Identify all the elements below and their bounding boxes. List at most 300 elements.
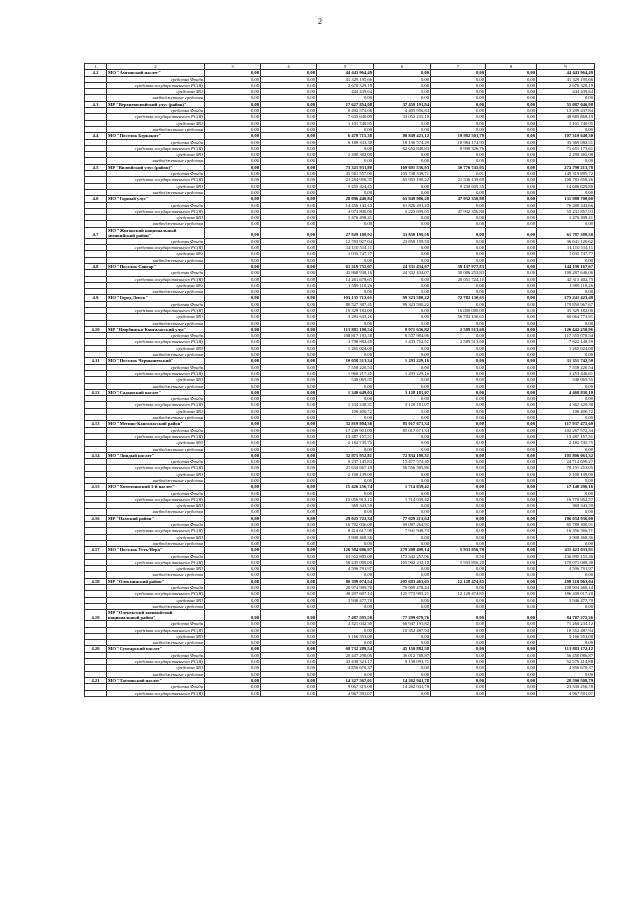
value-cell: 0,00 [205,633,261,639]
value-cell: 0,00 [374,245,431,251]
value-cell: 0,00 [261,440,317,446]
value-cell: 0,00 [261,490,317,496]
value-cell: 61 787 388,50 [537,227,595,238]
value-cell: 0,00 [486,572,537,578]
value-cell: 0,00 [205,446,261,452]
value-cell: 0,00 [431,352,486,358]
value-cell: 0,00 [374,603,431,609]
value-cell: 273 790 213,78 [537,164,595,170]
value-cell: 0,00 [205,490,261,496]
row-name: средства Фонда [107,553,205,559]
row-number: 4.18 [85,578,107,584]
value-cell: 0,00 [374,70,431,76]
value-cell: 0,00 [261,114,317,120]
value-cell: 205 683 463,65 [374,578,431,584]
row-name: МО "Амгинский наслег" [107,70,205,76]
value-cell: 0,00 [374,221,431,227]
value-cell: 0,00 [205,221,261,227]
value-cell: 3 283 643,16 [317,314,374,320]
value-cell: 0,00 [317,320,374,326]
row-name: МР "Верхневилюйский улус (район)" [107,101,205,107]
value-cell: 0,00 [261,559,317,565]
value-cell: 0,00 [374,215,431,221]
value-cell: 76 280 343,66 [537,202,595,208]
value-cell: 24 714 690,27 [537,459,595,465]
value-cell: 0,00 [486,257,537,263]
value-cell: 0,00 [486,627,537,633]
value-cell: 0,00 [261,221,317,227]
row-number [85,690,107,696]
value-cell: 7 941 948,73 [374,528,431,534]
value-cell: 0,00 [486,427,537,433]
value-cell: 0,00 [431,471,486,477]
value-cell: 0,00 [431,640,486,646]
value-cell: 0,00 [486,421,537,427]
row-name: средства Фонда [107,238,205,244]
value-cell: 0,00 [205,389,261,395]
value-cell: 0,00 [486,101,537,107]
value-cell: 0,00 [261,202,317,208]
value-cell: 0,00 [317,126,374,132]
value-cell: 411 423 033,81 [537,547,595,553]
value-cell: 0,00 [537,603,595,609]
value-cell: 28 590 508,79 [537,677,595,683]
value-cell: 179 850 967,67 [537,301,595,307]
value-cell: 108 904 468,14 [537,585,595,591]
value-cell: 0,00 [374,307,431,313]
value-cell: 3 253 446,61 [537,370,595,376]
header-cell: 6 [374,64,431,70]
value-cell: 0,00 [374,471,431,477]
value-cell: 0,00 [205,515,261,521]
value-cell: 0,00 [374,126,431,132]
row-name: средства государственного РС(Я) [107,208,205,214]
value-cell: 4 362 429,38 [537,402,595,408]
value-cell: 0,00 [486,459,537,465]
row-name: средства государственного РС(Я) [107,307,205,313]
row-name: средства МО [107,89,205,95]
row-name: внебюджетные средства [107,540,205,546]
value-cell: 2 182 745,75 [317,440,374,446]
value-cell: 61 319 755,07 [317,263,374,269]
row-name: МО "Таттинский наслег" [107,677,205,683]
value-cell: 0,00 [486,640,537,646]
value-cell: 2 290 382,08 [317,152,374,158]
value-cell: 14 110 514,11 [317,245,374,251]
value-cell: 19 329 182,00 [317,307,374,313]
value-cell: 0,00 [431,585,486,591]
value-cell: 40 685 868,19 [537,114,595,120]
value-cell: 6 478 715,38 [317,133,374,139]
value-cell: 0,00 [486,528,537,534]
value-cell: 16 770 952,57 [537,496,595,502]
row-name: МО "Поселок Усть-Нера" [107,547,205,553]
row-name: средства государственного РС(Я) [107,245,205,251]
row-number: 4.19 [85,610,107,621]
value-cell: 0,00 [261,257,317,263]
value-cell: 0,00 [261,370,317,376]
value-cell: 0,00 [431,603,486,609]
value-cell: 1 960 217,45 [317,370,374,376]
value-cell: 0,00 [261,471,317,477]
value-cell: 0,00 [431,490,486,496]
value-cell: 0,00 [431,433,486,439]
value-cell: 0,00 [431,633,486,639]
value-cell: 79 909 478,44 [374,585,431,591]
value-cell: 0,00 [261,465,317,471]
value-cell: 3 798 882,49 [317,339,374,345]
row-name: средства Фонда [107,684,205,690]
value-cell: 47 932 356,88 [431,208,486,214]
row-name: средства государственного РС(Я) [107,339,205,345]
page-number: 2 [318,17,322,26]
value-cell: 61 826 201,23 [374,202,431,208]
value-cell: 0,00 [205,540,261,546]
value-cell: 0,00 [317,478,374,484]
value-cell: 0,00 [205,270,261,276]
value-cell: 540 065,35 [317,377,374,383]
value-cell: 0,00 [205,171,261,177]
value-cell: 78 191 253,05 [537,465,595,471]
value-cell: 80 527 387,45 [317,301,374,307]
value-cell: 0,00 [431,690,486,696]
value-cell: 0,00 [374,633,431,639]
value-cell: 0,00 [317,671,374,677]
row-name: средства Фонда [107,652,205,658]
header-cell: 5 [317,64,374,70]
funding-source-row [85,690,595,696]
value-cell: 32 919 804,36 [317,421,374,427]
value-cell: 45 150 882,58 [374,646,431,652]
value-cell: 0,00 [486,370,537,376]
value-cell: 0,00 [431,452,486,458]
value-cell: 0,00 [205,314,261,320]
row-name: средства Фонда [107,459,205,465]
value-cell: 0,00 [261,540,317,546]
value-cell: 106 400,72 [317,408,374,414]
value-cell: 60 064 773,81 [537,314,595,320]
value-cell: 12 128 474,85 [431,578,486,584]
value-cell: 0,00 [261,459,317,465]
header-cell: 4 [261,64,317,70]
value-cell: 0,00 [486,534,537,540]
value-cell: 0,00 [486,452,537,458]
row-name: МО "Город Ленск" [107,295,205,301]
value-cell: 69 087 264,91 [374,522,431,528]
value-cell: 3 128 181,07 [374,402,431,408]
value-cell: 131 988 700,00 [537,196,595,202]
value-cell: 0,00 [486,320,537,326]
value-cell: 16 000 000,00 [431,307,486,313]
value-cell: 0,00 [431,496,486,502]
value-cell: 7 487 595,50 [317,610,374,621]
value-cell: 0,00 [205,484,261,490]
value-cell: 0,00 [431,621,486,627]
row-name: внебюджетные средства [107,189,205,195]
value-cell: 16 356 566,71 [537,528,595,534]
value-cell: 0,00 [261,446,317,452]
value-cell: 1 714 039,42 [374,496,431,502]
value-cell: 0,00 [261,251,317,257]
value-cell: 0,00 [486,76,537,82]
value-cell: 0,00 [431,415,486,421]
value-cell: 63 552 805,00 [317,553,374,559]
value-cell: 56 556 585,86 [374,465,431,471]
row-number: 4.5 [85,164,107,170]
value-cell: 0,00 [261,238,317,244]
value-cell: 0,00 [261,652,317,658]
value-cell: 0,00 [486,189,537,195]
value-cell: 0,00 [205,307,261,313]
value-cell: 0,00 [486,314,537,320]
value-cell: 4 596 791,97 [317,566,374,572]
value-cell: 3 223 699,05 [374,208,431,214]
row-number: 4.6 [85,196,107,202]
value-cell: 7 558 220,54 [317,364,374,370]
value-cell: 126 384 686,97 [317,547,374,553]
value-cell: 2 182 745,75 [537,440,595,446]
value-cell: 0,00 [261,433,317,439]
row-name: средства МО [107,282,205,288]
row-name: средства Фонда [107,139,205,145]
value-cell: 0,00 [431,652,486,658]
row-name: МР "Вилюйский улус (район)" [107,164,205,170]
value-cell: 108 783 858,26 [537,177,595,183]
value-cell: 0,00 [486,585,537,591]
row-name: средства Фонда [107,76,205,82]
value-cell: 0,00 [261,82,317,88]
row-name: средства государственного РС(Я) [107,114,205,120]
value-cell: 0,00 [261,646,317,652]
value-cell: 0,00 [431,389,486,395]
value-cell: 52 576 414,88 [537,659,595,665]
value-cell: 30 776 745,05 [431,164,486,170]
row-name: средства МО [107,633,205,639]
value-cell: 0,00 [205,690,261,696]
value-cell: 0,00 [205,646,261,652]
value-cell: 3 128 181,07 [374,389,431,395]
value-cell: 0,00 [431,465,486,471]
value-cell: 0,00 [317,640,374,646]
value-cell: 0,00 [486,289,537,295]
value-cell: 0,00 [374,383,431,389]
value-cell: 0,00 [431,76,486,82]
value-cell: 0,00 [261,164,317,170]
row-name: внебюджетные средства [107,95,205,101]
value-cell: 0,00 [205,133,261,139]
value-cell: 0,00 [205,126,261,132]
value-cell: 0,00 [261,503,317,509]
value-cell: 0,00 [205,610,261,621]
value-cell: 0,00 [261,145,317,151]
value-cell: 65 849 906,28 [374,196,431,202]
value-cell: 0,00 [205,95,261,101]
value-cell: 0,00 [431,320,486,326]
row-name: средства Фонда [107,108,205,114]
value-cell: 0,00 [486,389,537,395]
value-cell: 0,00 [205,183,261,189]
value-cell: 0,00 [261,364,317,370]
value-cell: 117 355 078,54 [537,333,595,339]
value-cell: 105 902 232,18 [374,559,431,565]
value-cell: 0,00 [374,183,431,189]
row-name: внебюджетные средства [107,126,205,132]
value-cell: 99 323 580,22 [374,295,431,301]
row-number: 4.17 [85,547,107,553]
value-cell: 56 782 130,65 [431,314,486,320]
value-cell: 0,00 [205,101,261,107]
value-cell: 48 297 607,14 [317,591,374,597]
row-number: 4.11 [85,358,107,364]
value-cell: 1 589 118,26 [537,282,595,288]
value-cell: 10 058 513,34 [317,358,374,364]
row-name: средства Фонда [107,202,205,208]
row-name: МО "Мегино-Кангаласский район" [107,421,205,427]
value-cell: 1 589 118,26 [317,282,374,288]
value-cell: 0,00 [431,440,486,446]
value-cell: 0,00 [431,478,486,484]
value-cell: 0,00 [261,603,317,609]
value-cell: 8 492 574,06 [317,108,374,114]
value-cell: 0,00 [261,640,317,646]
value-cell: 0,00 [261,597,317,603]
value-cell: 56 450 086,87 [537,652,595,658]
value-cell: 0,00 [486,339,537,345]
value-cell: 0,00 [205,364,261,370]
value-cell: 19 982 501,79 [431,133,486,139]
value-cell: 369 343,59 [537,503,595,509]
municipality-row [85,227,595,238]
value-cell: 0,00 [374,158,431,164]
value-cell: 0,00 [205,158,261,164]
value-cell: 0,00 [205,471,261,477]
row-name: средства МО [107,345,205,351]
value-cell: 0,00 [374,152,431,158]
value-cell: 42 313 402,75 [537,276,595,282]
value-cell: 0,00 [374,89,431,95]
value-cell: 28 974 989,70 [317,585,374,591]
municipality-row [85,610,595,621]
value-cell: 0,00 [431,522,486,528]
row-name: МО "Садынский наслег" [107,389,205,395]
value-cell: 9 971 636,82 [374,326,431,332]
value-cell: 0,00 [486,82,537,88]
value-cell: 0,00 [374,82,431,88]
value-cell: 0,00 [205,383,261,389]
value-cell: 10 352 487,94 [374,627,431,633]
value-cell: 0,00 [431,610,486,621]
value-cell: 0,00 [205,478,261,484]
value-cell: 0,00 [537,415,595,421]
header-cell: 2 [107,64,205,70]
value-cell: 0,00 [261,684,317,690]
row-name: МО "Хоточчинский 1-й наслег" [107,484,205,490]
value-cell: 0,00 [486,484,537,490]
value-cell: 0,00 [261,534,317,540]
value-cell: 17 249 901,00 [317,427,374,433]
value-cell: 0,00 [261,345,317,351]
value-cell: 0,00 [261,389,317,395]
value-cell: 77 299 679,76 [374,610,431,621]
value-cell: 43 438 321,17 [317,659,374,665]
value-cell: 17 140 296,16 [537,484,595,490]
value-cell: 0,00 [431,459,486,465]
value-cell: 0,00 [486,440,537,446]
header-cell: 8 [486,64,537,70]
value-cell: 0,00 [374,534,431,540]
value-cell: 58 137 977,83 [431,263,486,269]
value-cell: 0,00 [205,358,261,364]
value-cell: 29 025 722,34 [317,515,374,521]
value-cell: 0,00 [431,515,486,521]
value-cell: 0,00 [486,126,537,132]
value-cell: 0,00 [486,345,537,351]
value-cell: 0,00 [205,339,261,345]
value-cell: 0,00 [374,251,431,257]
value-cell: 0,00 [537,320,595,326]
value-cell: 0,00 [486,114,537,120]
value-cell: 0,00 [374,503,431,509]
value-cell: 0,00 [431,114,486,120]
value-cell: 14 261 678,65 [317,276,374,282]
row-number: 4.9 [85,295,107,301]
value-cell: 0,00 [261,352,317,358]
value-cell: 14 262 941,78 [374,684,431,690]
value-cell: 0,00 [537,126,595,132]
value-cell: 47 932 356,88 [431,196,486,202]
value-cell: 0,00 [431,289,486,295]
row-name: средства государственного РС(Я) [107,145,205,151]
value-cell: 0,00 [486,70,537,76]
value-cell: 0,00 [537,257,595,263]
value-cell: 37 459 191,94 [374,101,431,107]
row-name: внебюджетные средства [107,603,205,609]
value-cell: 0,00 [537,671,595,677]
value-cell: 23 330 256,78 [537,684,595,690]
value-cell: 0,00 [261,326,317,332]
value-cell: 0,00 [261,402,317,408]
value-cell: 0,00 [261,585,317,591]
value-cell: 113 881 100,54 [317,326,374,332]
value-cell: 0,00 [374,396,431,402]
value-cell: 0,00 [205,677,261,683]
row-number: 4.2 [85,70,107,76]
value-cell: 0,00 [317,145,374,151]
value-cell: 23 858 199,58 [374,238,431,244]
value-cell: 444 439,64 [537,89,595,95]
value-cell: 72 834 108,31 [374,452,431,458]
value-cell: 0,00 [374,433,431,439]
value-cell: 0,00 [261,383,317,389]
value-cell: 0,00 [537,540,595,546]
value-cell: 0,00 [261,171,317,177]
value-cell: 0,00 [486,245,537,251]
row-name: средства государственного РС(Я) [107,627,205,633]
value-cell: 0,00 [431,671,486,677]
value-cell: 0,00 [486,251,537,257]
row-name: средства МО [107,251,205,257]
value-cell: 21 634 667,19 [317,465,374,471]
row-name: средства МО [107,440,205,446]
row-name: внебюджетные средства [107,640,205,646]
value-cell: 80 399 074,54 [317,578,374,584]
value-cell: 41 329 195,66 [537,76,595,82]
value-cell: 2 290 382,08 [537,152,595,158]
value-cell: 0,00 [431,345,486,351]
value-cell: 0,00 [486,120,537,126]
value-cell: 1 476 498,41 [317,215,374,221]
value-cell: 0,00 [486,478,537,484]
